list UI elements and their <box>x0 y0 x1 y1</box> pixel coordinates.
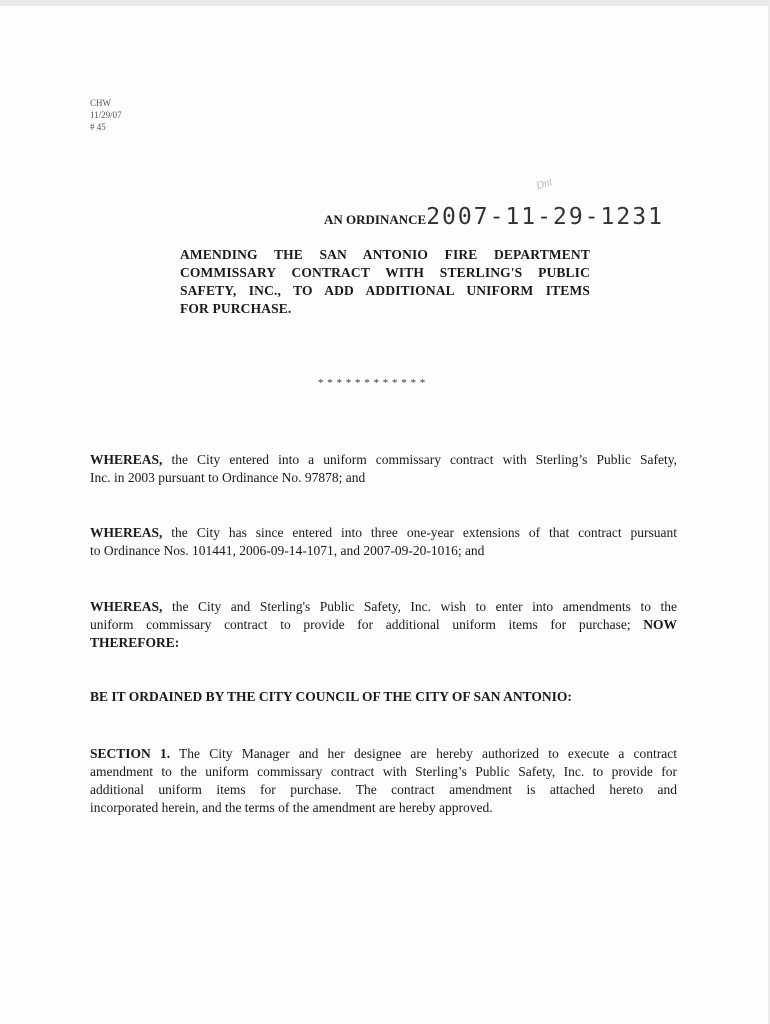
meta-item-number: # 45 <box>90 122 106 132</box>
ordinance-heading <box>324 204 664 230</box>
paragraph-line <box>90 598 677 616</box>
paragraph-line: additional uniform items for purchase. The contract amendment is attached hereto and <box>90 782 677 797</box>
section-lead: SECTION 1. <box>90 746 171 761</box>
whereas-clause-3 <box>90 598 677 652</box>
faint-stamp-mark: Dnt <box>534 175 554 193</box>
caption-line: AMENDING THE SAN ANTONIO FIRE DEPARTMENT <box>180 247 590 262</box>
paragraph-text: The City Manager and her designee are hereby authorized to execute a contract <box>170 746 677 761</box>
paragraph-line <box>90 616 677 634</box>
whereas-lead: WHEREAS, <box>90 452 163 467</box>
whereas-lead: WHEREAS, <box>90 525 163 540</box>
therefore-keyword: THEREFORE: <box>90 635 180 650</box>
whereas-clause-1 <box>90 451 677 487</box>
paragraph-line: incorporated herein, and the terms of the amendment are hereby approved. <box>90 800 493 815</box>
document-meta-block <box>90 97 122 133</box>
paragraph-line: amendment to the uniform commissary contract with Sterling’s Public Safety, Inc. to provide for <box>90 764 677 779</box>
paragraph-text: the City entered into a uniform commissary contract with Sterling’s Public Safety, <box>162 452 677 467</box>
ordaining-text: BE IT ORDAINED BY THE CITY COUNCIL OF THE CITY OF SAN ANTONIO: <box>90 689 572 704</box>
caption-line: COMMISSARY CONTRACT WITH STERLING'S PUBLIC <box>180 265 590 280</box>
caption-line: FOR PURCHASE. <box>180 301 292 316</box>
meta-date: 11/29/07 <box>90 110 122 120</box>
ordinance-number: 2007-11-29-1231 <box>426 204 664 230</box>
ordaining-clause <box>90 688 677 706</box>
caption-line: SAFETY, INC., TO ADD ADDITIONAL UNIFORM ITEMS <box>180 283 590 298</box>
paragraph-text: the City and Sterling's Public Safety, Inc. wish to enter into amendments to the <box>162 599 677 614</box>
paragraph-line <box>90 451 677 469</box>
paragraph-line <box>90 524 677 542</box>
paragraph-line: to Ordinance Nos. 101441, 2006-09-14-1071, and 2007-09-20-1016; and <box>90 543 485 558</box>
scan-edge-top <box>0 0 770 6</box>
section-1 <box>90 745 677 817</box>
whereas-lead: WHEREAS, <box>90 599 163 614</box>
asterisk-separator: * * * * * * * * * * * * <box>318 377 426 389</box>
paragraph-text: uniform commissary contract to provide for additional uniform items for purchase; <box>90 617 631 632</box>
now-keyword: NOW <box>630 617 677 632</box>
ordinance-label: AN ORDINANCE <box>324 212 427 227</box>
meta-initials: CHW <box>90 98 111 108</box>
whereas-clause-2 <box>90 524 677 560</box>
ordinance-caption <box>180 246 590 318</box>
paragraph-text: the City has since entered into three one-year extensions of that contract pursuant <box>162 525 677 540</box>
paragraph-line <box>90 745 677 763</box>
paragraph-line: Inc. in 2003 pursuant to Ordinance No. 97878; and <box>90 470 366 485</box>
